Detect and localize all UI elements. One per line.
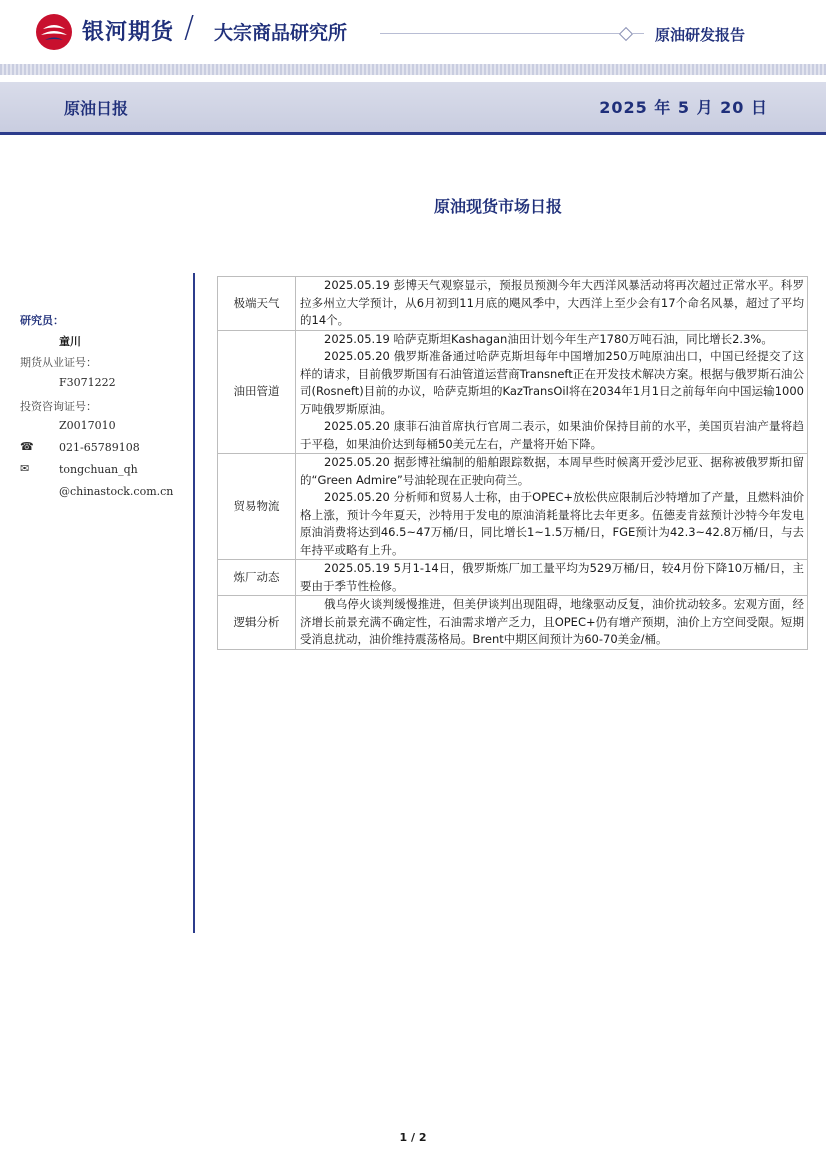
paragraph: 2025.05.20 据彭博社编制的船舶跟踪数据，本周早些时候离开爱沙尼亚、据称被俄罗斯扣留的“Green Admire”号油轮现在正驶向荷兰。 — [300, 455, 804, 487]
invest-cert: Z0017010 — [59, 419, 116, 432]
futures-cert: F3071222 — [59, 376, 116, 389]
table-row — [218, 560, 808, 596]
table-row — [218, 277, 808, 331]
paragraph: 2025.05.19 5月1-14日，俄罗斯炼厂加工量平均为529万桶/日，较4月份下降10万桶/日，主要由于季节性检修。 — [300, 561, 804, 593]
table-row — [218, 454, 808, 560]
paragraph: 俄乌停火谈判缓慢推进，但美伊谈判出现阻碍，地缘驱动反复，油价扰动较多。宏观方面，经济增长前景充满不确定性，石油需求增产乏力，且OPEC+仍有增产预期，油价上方空间受限。短期受消息扰动，油价维持震荡格局。Brent中期区间预计为60-70美金/桶。 — [300, 597, 804, 646]
header-divider: / — [184, 10, 195, 45]
report-date: 2025 年 5 月 20 日 — [599, 98, 768, 117]
category-cell: 逻辑分析 — [218, 596, 296, 650]
paragraph: 2025.05.20 俄罗斯准备通过哈萨克斯坦每年中国增加250万吨原油出口，中国已经提交了这样的请求，目前俄罗斯国有石油管道运营商Transneft正在开发技术解决方案。根据与俄罗斯石油公司(Rosneft)目前的办议，哈萨克斯坦的KazTransOil将在2034年1月1日之前每年向中国运输1000万吨俄罗斯原油。 — [300, 349, 804, 416]
paragraph: 2025.05.20 分析师和贸易人士称，由于OPEC+放松供应限制后沙特增加了产量，且燃料油价格上涨，预计今年夏天，沙特用于发电的原油消耗量将比去年更多。伍德麦肯兹预计沙特今年发电原油消费将达到46.5~47万桶/日，同比增长1~1.5万桶/日，FGE预计为42.3~42.8万桶/日，与去年持平或略有上升。 — [300, 490, 804, 557]
category-cell: 炼厂动态 — [218, 560, 296, 596]
category-cell: 油田管道 — [218, 330, 296, 454]
table-row — [218, 596, 808, 650]
institute-name: 大宗商品研究所 — [214, 22, 348, 44]
paragraph: 2025.05.19 彭博天气观察显示，预报员预测今年大西洋风暴活动将再次超过正常水平。科罗拉多州立大学预计，从6月初到11月底的飓风季中，大西洋上至少会有17个命名风暴，超过了平均的14个。 — [300, 278, 804, 327]
category-cell: 贸易物流 — [218, 454, 296, 560]
content-cell — [296, 277, 808, 331]
futures-cert-label: 期货从业证号： — [20, 356, 97, 369]
table-row — [218, 330, 808, 454]
invest-cert-label: 投资咨询证号： — [20, 400, 97, 413]
paragraph: 2025.05.19 哈萨克斯坦Kashagan油田计划今年生产1780万吨石油，同比增长2.3%。 — [324, 331, 773, 346]
content-cell — [296, 560, 808, 596]
company-logo — [34, 12, 74, 52]
header-rule-end — [632, 33, 644, 34]
brand-name: 银河期货 — [82, 20, 175, 45]
diamond-icon — [619, 27, 633, 41]
email-line-1: tongchuan_qh — [59, 463, 138, 476]
email-icon: ✉ — [20, 462, 30, 475]
paragraph: 2025.05.20 康菲石油首席执行官周二表示，如果油价保持目前的水平，美国页岩油产量将趋于平稳，如果油价达到每桶50美元左右，产量将开始下降。 — [300, 419, 804, 451]
document-title: 原油现货市场日报 — [433, 197, 562, 216]
sidebar-divider — [193, 273, 195, 933]
phone-icon: ☎ — [20, 440, 34, 453]
phone-number: 021-65789108 — [59, 441, 140, 454]
researcher-name: 童川 — [59, 335, 81, 348]
content-cell — [296, 454, 808, 560]
decorative-stripe — [0, 64, 826, 75]
email-line-2: @chinastock.com.cn — [59, 485, 174, 498]
researcher-label: 研究员： — [20, 314, 64, 327]
category-cell: 极端天气 — [218, 277, 296, 331]
page-number: 1 / 2 — [399, 1131, 427, 1144]
band-title: 原油日报 — [64, 99, 129, 118]
report-type: 原油研发报告 — [655, 26, 746, 44]
content-cell — [296, 330, 808, 454]
market-report-table — [217, 276, 808, 650]
content-cell — [296, 596, 808, 650]
header-rule — [380, 33, 624, 34]
